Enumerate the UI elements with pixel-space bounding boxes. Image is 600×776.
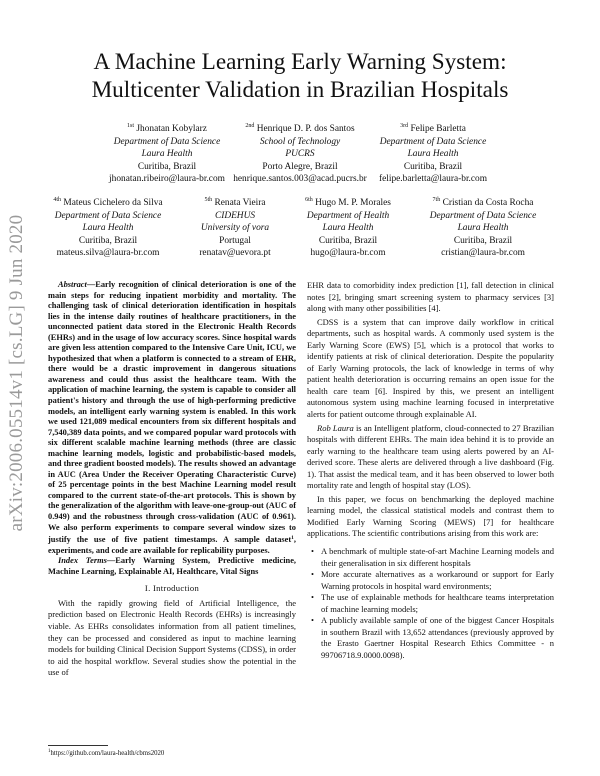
abstract-label: Abstract <box>58 280 87 289</box>
author-block-7 <box>408 194 558 260</box>
author-dept: CIDEHUS <box>214 210 256 221</box>
author-city: Porto Alegre, Brazil <box>262 161 338 172</box>
paper-title <box>40 48 560 104</box>
author-dept: Department of Data Science <box>429 210 537 221</box>
author-city: Curitiba, Brazil <box>78 235 138 246</box>
author-name: $^{3rd}$ Felipe Barletta <box>400 123 466 134</box>
author-email[interactable]: felipe.barletta@laura-br.com <box>378 174 488 185</box>
author-org: Laura Health <box>407 149 459 160</box>
author-dept: Department of Data Science <box>54 210 162 221</box>
right-paragraph-1: EHR data to comorbidity index prediction [1], fall detection in clinical notes [2], bringing smart screening system to pharmacy services [3] along with many other possibilities [4]. <box>307 280 554 314</box>
author-dept: School of Technology <box>259 136 341 147</box>
author-block-4 <box>38 194 178 260</box>
abstract <box>48 280 296 556</box>
contributions-list <box>307 546 554 661</box>
platform-name: Rob Laura <box>317 422 354 433</box>
author-org: Laura Health <box>82 223 134 234</box>
author-org: Laura Health <box>322 223 374 234</box>
author-email[interactable]: renatav@uevora.pt <box>199 248 271 259</box>
author-block-2 <box>225 120 375 186</box>
list-item: • The use of explainable methods for healthcare teams interpretation of machine learning models; <box>321 592 554 615</box>
title-line-1: A Machine Learning Early Warning System: <box>93 49 507 75</box>
right-paragraph-3: Rob Laura is an Intelligent platform, cloud-connected to 27 Brazilian hospitals with different EHRs. The main idea behind it is to provide an early warning to the healthcare team using alerts powered by an AI-derived score. These alerts are delivered through a live dashboard (Fig. 1). That assist the medical team, and it has been observed to lower both mortality rate and length of hospital stay (LOS). <box>307 422 555 491</box>
author-dept: Department of Data Science <box>379 136 487 147</box>
author-name: $^{2nd}$ Henrique D. P. dos Santos <box>245 123 355 134</box>
author-dept: Department of Data Science <box>113 136 221 147</box>
author-org: PUCRS <box>285 149 315 160</box>
footnote-mark: 1 <box>48 749 51 754</box>
abstract-end: , experiments, and code are available for replicability purposes. <box>48 535 296 555</box>
index-terms-text: —Early Warning System, Predictive medicine, Machine Learning, Explainable AI, Healthcare, Vital Signs <box>48 556 297 576</box>
index-terms-label: Index Terms <box>58 556 107 566</box>
author-name: $^{7th}$ Cristian da Costa Rocha <box>432 197 534 208</box>
author-city: Curitiba, Brazil <box>453 235 513 246</box>
index-terms <box>48 556 296 577</box>
footnote-link[interactable]: https://github.com/laura-health/cbms2020 <box>50 750 165 757</box>
author-email[interactable]: henrique.santos.003@acad.pucrs.br <box>233 174 367 185</box>
list-item: • A publicly available sample of one of the biggest Cancer Hospitals in southern Brazil with 13,652 attendances (previously approved by the Erasto Gaertner Hospital Research Ethics Committee - n 99706718.9.0000.0098). <box>321 615 554 661</box>
author-name: $^{1st}$ Jhonatan Kobylarz <box>127 123 207 134</box>
author-block-5 <box>180 194 290 260</box>
abstract-footnote-mark: 1 <box>291 535 294 542</box>
author-email[interactable]: hugo@laura-br.com <box>310 248 386 259</box>
author-city: Curitiba, Brazil <box>137 161 197 172</box>
author-city: Curitiba, Brazil <box>403 161 463 172</box>
footnote <box>48 749 164 757</box>
author-name: $^{6th}$ Hugo M. P. Morales <box>305 197 391 208</box>
list-item: • More accurate alternatives as a workaround or support for Early Warning protocols in hospital ward environments; <box>321 569 554 592</box>
author-name: $^{4th}$ Mateus Cichelero da Silva <box>53 197 163 208</box>
arxiv-stamp-text: arXiv:2006.05514v1 [cs.LG] 9 Jun 2020 <box>6 214 27 532</box>
author-dept: Department of Health <box>306 210 390 221</box>
right-paragraph-4: In this paper, we focus on benchmarking the deployed machine learning model, the classical statistical models and contrast them to Modified Early Warning Scoring (MEWS) [7] for healthcare applications. The scientific contributions arising from this work are: <box>307 493 554 539</box>
section-heading-introduction: I. Introduction <box>144 583 200 594</box>
author-block-1 <box>92 120 242 186</box>
right-column <box>307 280 554 662</box>
left-column <box>48 280 296 679</box>
author-city: Portugal <box>219 235 251 246</box>
author-email[interactable]: cristian@laura-br.com <box>441 248 525 259</box>
author-name: $^{5th}$ Renata Vieira <box>204 197 266 208</box>
author-org: University of vora <box>200 223 270 234</box>
author-org: Laura Health <box>457 223 509 234</box>
title-line-2: Multicenter Validation in Brazilian Hospitals <box>91 77 509 103</box>
author-block-3 <box>358 120 508 186</box>
footnote-rule <box>48 745 108 746</box>
author-city: Curitiba, Brazil <box>318 235 378 246</box>
intro-paragraph: With the rapidly growing field of Artificial Intelligence, the prediction based on Electronic Health Records (EHRs) is increasingly viable. As EHRs consolidates information from all patient timelines, they can be processed and considered as input to machine learning models for building Clinical Decision Support Systems (CDSS), in order to aid the hospital workflow. Several studies show the potential in the use of <box>48 597 296 678</box>
author-org: Laura Health <box>141 149 193 160</box>
arxiv-stamp <box>2 178 32 568</box>
author-block-6 <box>288 194 408 260</box>
author-email[interactable]: mateus.silva@laura-br.com <box>56 248 160 259</box>
author-email[interactable]: jhonatan.ribeiro@laura-br.com <box>109 174 225 185</box>
list-item: • A benchmark of multiple state-of-art Machine Learning models and their generalisation in six different hospitals <box>321 546 554 569</box>
right-paragraph-2: CDSS is a system that can improve daily workflow in critical departments, such as hospital wards. A commonly used system is the Early Warning Score (EWS) [5], which is a protocol that works to identify patients at risk of clinical deterioration. Despite the popularity of Early Warning protocols, the lack of knowledge in terms of why patient health deterioration is occurring remains an open issue for the health care team [6]. Inspired by this, we present an intelligent autonomous system using machine learning focused in interpretative alerts for patient outcome through explainable AI. <box>307 316 554 420</box>
abstract-text: —Early recognition of clinical deterioration is one of the main steps for reducing inpatient morbidity and mortality. The challenging task of clinical deterioration identification in hospitals lies in the intense daily routines of healthcare practitioners, in the unconnected patient data stored in the Electronic Health Records (EHRs) and in the usage of low accuracy scores. Since hospital wards are given less attention compared to the Intensive Care Unit, ICU, we hypothesized that when a platform is connected to a stream of EHR, there would be a drastic improvement in dangerous situations awareness and could thus assist the healthcare team. With the application of machine learning, the system is capable to consider all patient's history and through the use of high-performing predictive models, an intelligent early warning system is enabled. In this work we used 121,089 medical encounters from six different hospitals and 7,540,389 data points, and we compared popular ward protocols with six different scalable machine learning methods (three are classic machine learning models, logistic and probabilistic-based models, and three gradient boosted models). The results showed an advantage in AUC (Area Under the Receiver Operating Characteristic Curve) of 25 percentage points in the best Machine Learning model result compared to the current state-of-the-art protocols. This is shown by the generalization of the algorithm with leave-one-group-out (AUC of 0.949) and the robustness through cross-validation (AUC of 0.961). We also perform experiments to compare several window sizes to justify the use of five patient timestamps. A sample dataset <box>48 280 297 545</box>
